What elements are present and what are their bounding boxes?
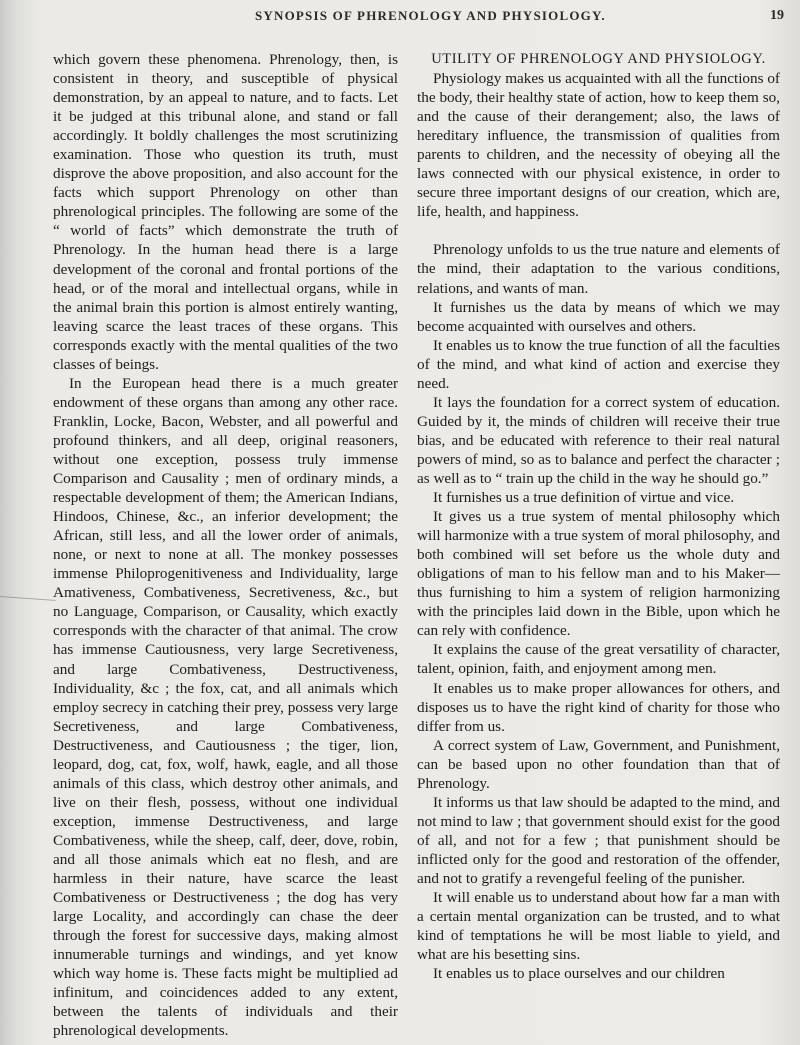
right-paragraph-2: Phrenology unfolds to us the true nature and elements of the mind, their adaptation to the various conditions, relations, and wants of man. <box>417 241 780 297</box>
margin-pencil-mark <box>0 584 56 601</box>
running-head: SYNOPSIS OF PHRENOLOGY AND PHYSIOLOGY. <box>255 8 606 23</box>
section-title: UTILITY OF PHRENOLOGY AND PHYSIOLOGY. <box>431 51 766 67</box>
right-paragraph-9: It enables us to make proper allowances for others, and disposes us to have the right kind of charity for those who differ from us. <box>417 679 780 735</box>
right-paragraph-3: It furnishes us the data by means of which we may become acquainted with ourselves and others. <box>417 298 780 335</box>
right-paragraph-13: It enables us to place ourselves and our children <box>433 965 725 983</box>
right-column <box>417 50 780 983</box>
right-paragraph-12: It will enable us to understand about how far a man with a certain mental organization can be trusted, and to what kind of temptations he will be most liable to yield, and what are his besetting sins. <box>417 889 780 964</box>
right-paragraph-7: It gives us a true system of mental philosophy which will harmonize with a true system of moral philosophy, and both combined will set before us the whole duty and obligations of man to his fellow man and to his Maker—thus furnishing to him a system of religion harmonizing with the principles laid down in the Bible, upon which he can rely with confidence. <box>417 508 780 640</box>
right-paragraph-5: It lays the foundation for a correct system of education. Guided by it, the minds of children will receive their true bias, and be educated with reference to their real natural powers of mind, so as to balance and perfect the character ; as well as to “ train up the child in the way he should go.” <box>417 393 780 487</box>
page-number: 19 <box>770 8 784 23</box>
left-column <box>53 50 398 1040</box>
left-paragraph-2: In the European head there is a much greater endowment of these organs than among any other race. Franklin, Locke, Bacon, Webster, and all powerful and profound thinkers, and all deep, original reasoners, without one exception, possess truly immense Comparison and Causality ; men of ordinary minds, a respectable development of them; the American Indians, Hindoos, Chinese, &c., an inferior development; the African, still less, and all the lower order of animals, none, or next to none at all. The monkey possesses immense Philoprogenitiveness and Individuality, large Amativeness, Combativeness, Secretiveness, &c., but no Language, Comparison, or Causality, which exactly corresponds with the character of that animal. The crow has immense Cautiousness, very large Secretiveness, and large Combativeness, Destructiveness, Individuality, &c ; the fox, cat, and all animals which employ secrecy in catching their prey, possess very large Secretiveness, and large Combativeness, Destructiveness, and Cautiousness ; the tiger, lion, leopard, dog, cat, fox, wolf, hawk, eagle, and all those animals of this class, which destroy other animals, and live on their flesh, possess, without one individual exception, immense Destructiveness, and large Combativeness, while the sheep, calf, deer, dove, robin, and all those animals which eat no flesh, and are harmless in their nature, have scarce the least Combativeness or Destructiveness ; the dog has very large Locality, and accordingly can chase the deer through the forest for successive days, making almost innumerable turnings and windings, and yet know which way home is. These facts might be multiplied ad infinitum, and coincidences added to any extent, between the talents of individuals and their phrenological developments. <box>53 374 398 1040</box>
right-paragraph-10: A correct system of Law, Government, and Punishment, can be based upon no other foundation than that of Phrenology. <box>417 736 780 792</box>
page-header <box>0 6 800 28</box>
left-paragraph-1: which govern these phenomena. Phrenology, then, is consistent in theory, and susceptible of physical demonstration, by an appeal to nature, and to facts. Let it be judged at this tribunal alone, and stand or fall accordingly. It boldly challenges the most scrutinizing examination. Those who question its truth, must disprove the above proposition, and also account for the facts which support Phrenology on other than phrenological principles. The following are some of the “ world of facts” which demonstrate the truth of Phrenology. In the human head there is a large development of the coronal and frontal portions of the head, or of the moral and intellectual organs, while in the animal brain this portion is almost entirely wanting, leaving scarce the least traces of these organs. This corresponds exactly with the mental qualities of the two classes of beings. <box>53 51 398 373</box>
right-paragraph-11: It informs us that law should be adapted to the mind, and not mind to law ; that government should exist for the good of all, and not for a few ; that punishment should be inflicted only for the good and restoration of the offender, and not to gratify a revengeful feeling of the punisher. <box>417 793 780 887</box>
right-paragraph-1: Physiology makes us acquainted with all the functions of the body, their healthy state of action, how to keep them so, and the cause of their derangement; also, the laws of hereditary influence, the transmission of qualities from parents to children, and the necessity of obeying all the laws connected with our physical existence, in order to secure three important designs of our creation, which are, life, health, and happiness. <box>417 70 780 221</box>
right-paragraph-6: It furnishes us a true definition of virtue and vice. <box>433 489 735 507</box>
right-paragraph-8: It explains the cause of the great versatility of character, talent, opinion, faith, and enjoyment among men. <box>417 641 780 678</box>
right-paragraph-4: It enables us to know the true function of all the faculties of the mind, and what kind of action and exercise they need. <box>417 336 780 392</box>
